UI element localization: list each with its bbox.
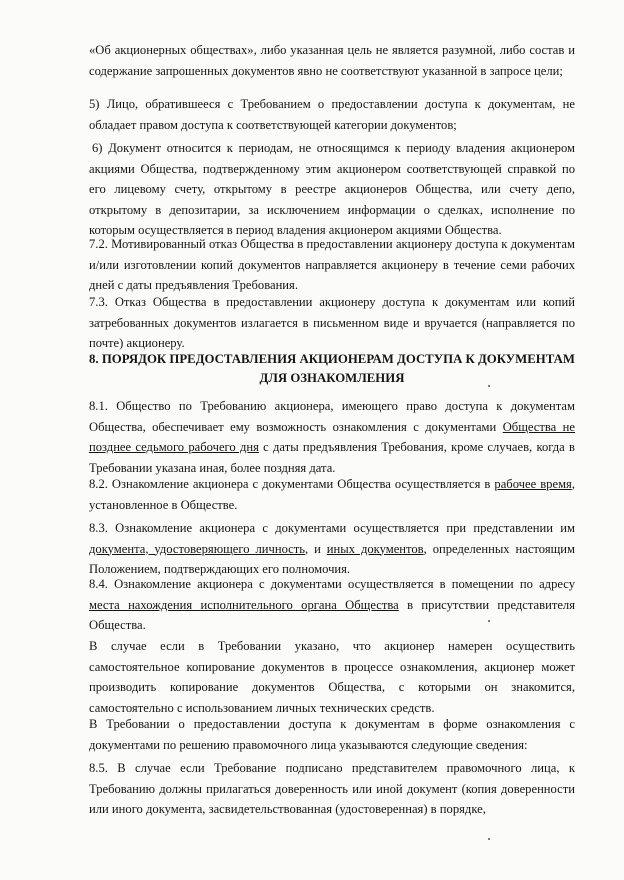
scan-speck [488, 385, 490, 387]
paragraph-8-4 [89, 574, 575, 636]
paragraph-8-3-underlined-2: иных документов [326, 541, 424, 556]
paragraph-8-4-underlined: места нахождения исполнительного органа Общества [89, 597, 399, 612]
paragraph-8-1-text-a: 8.1. Общество по Требованию акционера, имеющего право доступа к документам Общества, обеспечивает ему возможность ознакомления с документами [89, 399, 575, 434]
paragraph-8-2-text-b: , установленное в Обществе. [89, 477, 575, 512]
paragraph-request-details: В Требовании о предоставлении доступа к документам в форме ознакомления с документами по решению правомочного лица указываются следующие сведения: [89, 717, 575, 752]
paragraph-8-3 [89, 518, 575, 580]
paragraph-8-1 [89, 396, 575, 478]
paragraph-8-3-text-b: , определенных настоящим Положением, подтверждающих его полномочия. [89, 541, 576, 576]
paragraph-8-2-text-a: 8.2. Ознакомление акционера с документами Общества осуществляется в [89, 477, 495, 491]
paragraph-cont-reason-4: «Об акционерных обществах», либо указанная цель не является разумной, либо состав и содержание запрошенных документов явно не соответствуют указанной в запросе цели; [89, 43, 575, 78]
paragraph-8-5: 8.5. В случае если Требование подписано представителем правомочного лица, к Требованию должны прилагаться доверенность или иной документ (копия доверенности или иного документа, засвидетельствованная (удостоверенная) в порядке, [89, 761, 575, 816]
paragraph-8-4-text-b: в присутствии представителя Общества. [89, 597, 575, 632]
scan-speck [488, 838, 490, 840]
paragraph-7-3: 7.3. Отказ Общества в предоставлении акционеру доступа к документам или копий затребованных документов излагается в письменном виде и вручается (направляется по почте) акционеру. [89, 295, 575, 350]
paragraph-8-1-text-b: с даты предъявления Требования, кроме случаев, когда в Требовании указана иная, более поздняя дата. [89, 440, 575, 475]
paragraph-self-copying: В случае если в Требовании указано, что акционер намерен осуществить самостоятельное копирование документов в процессе ознакомления, акционер может производить копирование документов Общества, с которыми он знакомится, самостоятельно с использованием личных технических средств. [89, 639, 575, 715]
scan-speck [488, 620, 490, 622]
paragraph-reason-6: 6) Документ относится к периодам, не относящимся к периоду владения акционером акциями Общества, подтвержденному этим акционером соответствующей справкой по его лицевому счету, открытому в реестре акционеров Общества, или счету депо, открытому в депозитарии, за исключением информации о сделках, исполнение по которым осуществляется в период владения акционером акциями Общества. [89, 141, 575, 237]
paragraph-7-2: 7.2. Мотивированный отказ Общества в предоставлении акционеру доступа к документам и/или изготовлении копий документов направляется акционеру в течение семи рабочих дней с даты предъявления Требования. [89, 237, 575, 292]
paragraph-8-3-text-m: , и [305, 541, 327, 556]
paragraph-8-2-underlined: рабочее время [494, 477, 572, 491]
paragraph-8-1-underlined: Общества не позднее седьмого рабочего дня [89, 419, 575, 454]
section-8-heading: 8. ПОРЯДОК ПРЕДОСТАВЛЕНИЯ АКЦИОНЕРАМ ДОСТУПА К ДОКУМЕНТАМ ДЛЯ ОЗНАКОМЛЕНИЯ [89, 352, 575, 385]
paragraph-8-2 [89, 474, 575, 515]
paragraph-8-3-underlined-1: документа, удостоверяющего личность [89, 541, 306, 556]
paragraph-8-4-text-a: 8.4. Ознакомление акционера с документами осуществляется в помещении по адресу [89, 577, 575, 591]
paragraph-8-3-text-a: 8.3. Ознакомление акционера с документами осуществляется при представлении им [89, 521, 575, 535]
paragraph-reason-5: 5) Лицо, обратившееся с Требованием о предоставлении доступа к документам, не обладает правом доступа к соответствующей категории документов; [89, 97, 575, 132]
